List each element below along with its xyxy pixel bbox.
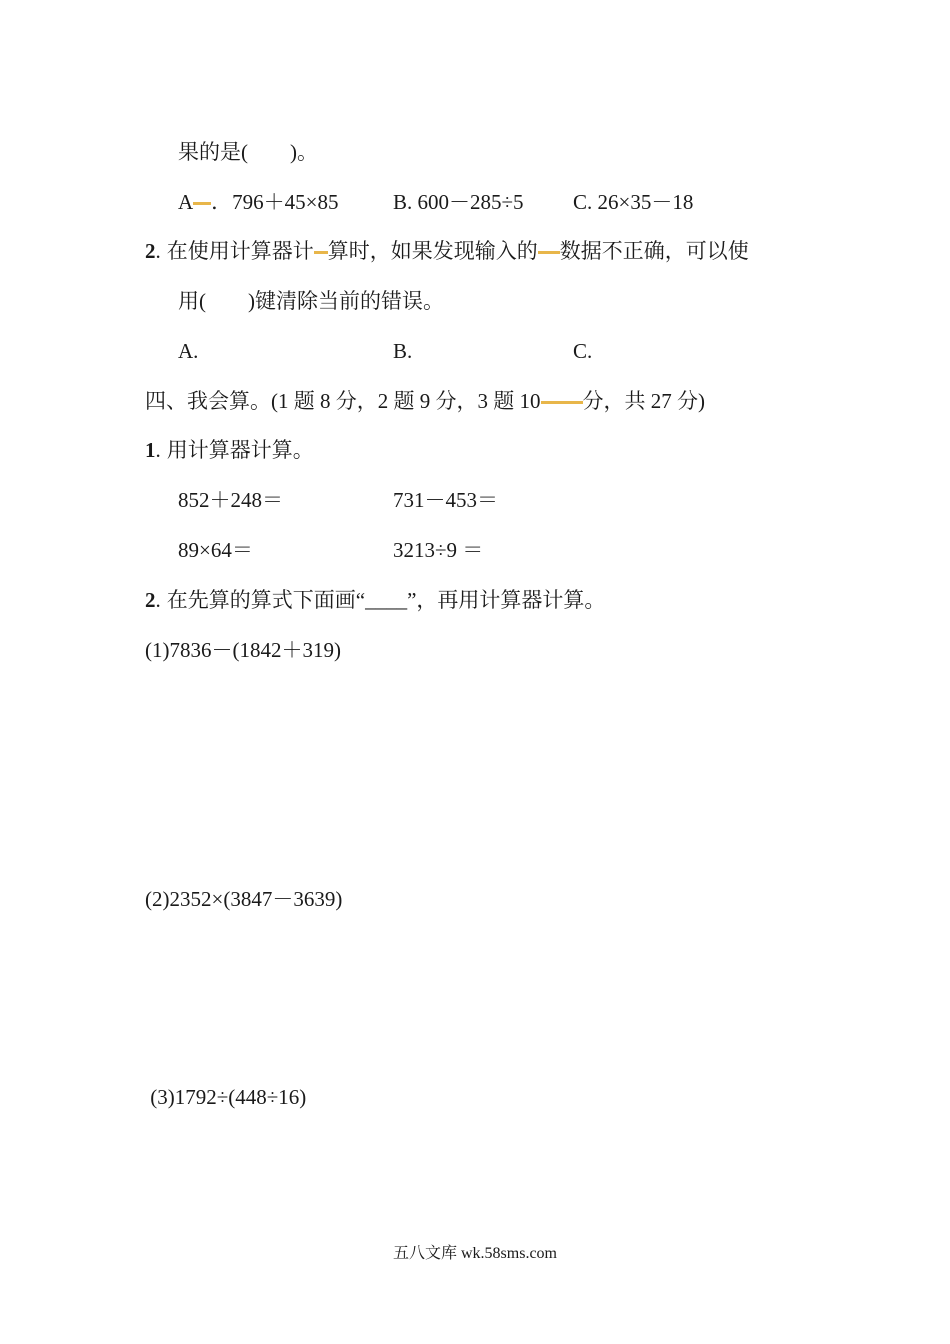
question-3-1-option-a	[178, 189, 339, 215]
question-dot: .	[155, 588, 161, 612]
expression-item-2: (2)2352×(3847－3639)	[145, 887, 343, 911]
expression-item-3: (3)1792÷(448÷16)	[145, 1085, 307, 1109]
question-3-2-line2: 用( )键清除当前的错误。	[178, 289, 444, 313]
calc-item: 731－453＝	[393, 488, 498, 512]
highlight-mark	[314, 249, 328, 254]
question-dot: .	[155, 438, 161, 462]
calc-item: 89×64＝	[178, 538, 253, 562]
question-3-2	[145, 238, 749, 264]
option-label: A	[178, 190, 194, 214]
calc-item: 852＋248＝	[178, 488, 283, 512]
question-3-1-option-c: C. 26×35－18	[573, 190, 694, 214]
question-number: 2	[145, 588, 156, 612]
highlight-mark	[193, 200, 211, 205]
question-3-2-option-b: B.	[393, 339, 413, 363]
question-3-1-tail	[178, 139, 318, 165]
footer-watermark: 五八文库 wk.58sms.com	[392, 1245, 557, 1262]
expression-item-1: (1)7836－(1842＋319)	[145, 638, 341, 662]
section-4-heading	[145, 388, 705, 414]
question-text-a: 在使用计算器计	[166, 239, 314, 263]
question-text: 用计算器计算。	[166, 438, 314, 462]
highlight-mark	[541, 399, 583, 404]
question-4-1	[145, 437, 314, 463]
question-number: 2	[145, 239, 156, 263]
heading-text-b: 分，共 27 分)	[582, 389, 705, 413]
question-text-b: 算时，如果发现输入的	[327, 239, 538, 263]
calc-item: 3213÷9 ＝	[393, 538, 484, 562]
question-3-1-option-b: B. 600－285÷5	[393, 190, 524, 214]
question-text: 果的是( )。	[178, 140, 318, 164]
question-4-2	[145, 587, 605, 613]
question-dot: .	[155, 239, 161, 263]
question-text: 在先算的算式下面画“____”，再用计算器计算。	[166, 588, 606, 612]
question-3-2-option-c: C.	[573, 339, 593, 363]
question-text-c: 数据不正确，可以使	[559, 239, 749, 263]
highlight-mark	[538, 249, 560, 254]
question-3-2-option-a: A.	[178, 339, 199, 363]
question-number: 1	[145, 438, 156, 462]
option-text: ．796＋45×85	[211, 190, 339, 214]
heading-text-a: 四、我会算。(1 题 8 分，2 题 9 分，3 题 10	[145, 389, 541, 413]
